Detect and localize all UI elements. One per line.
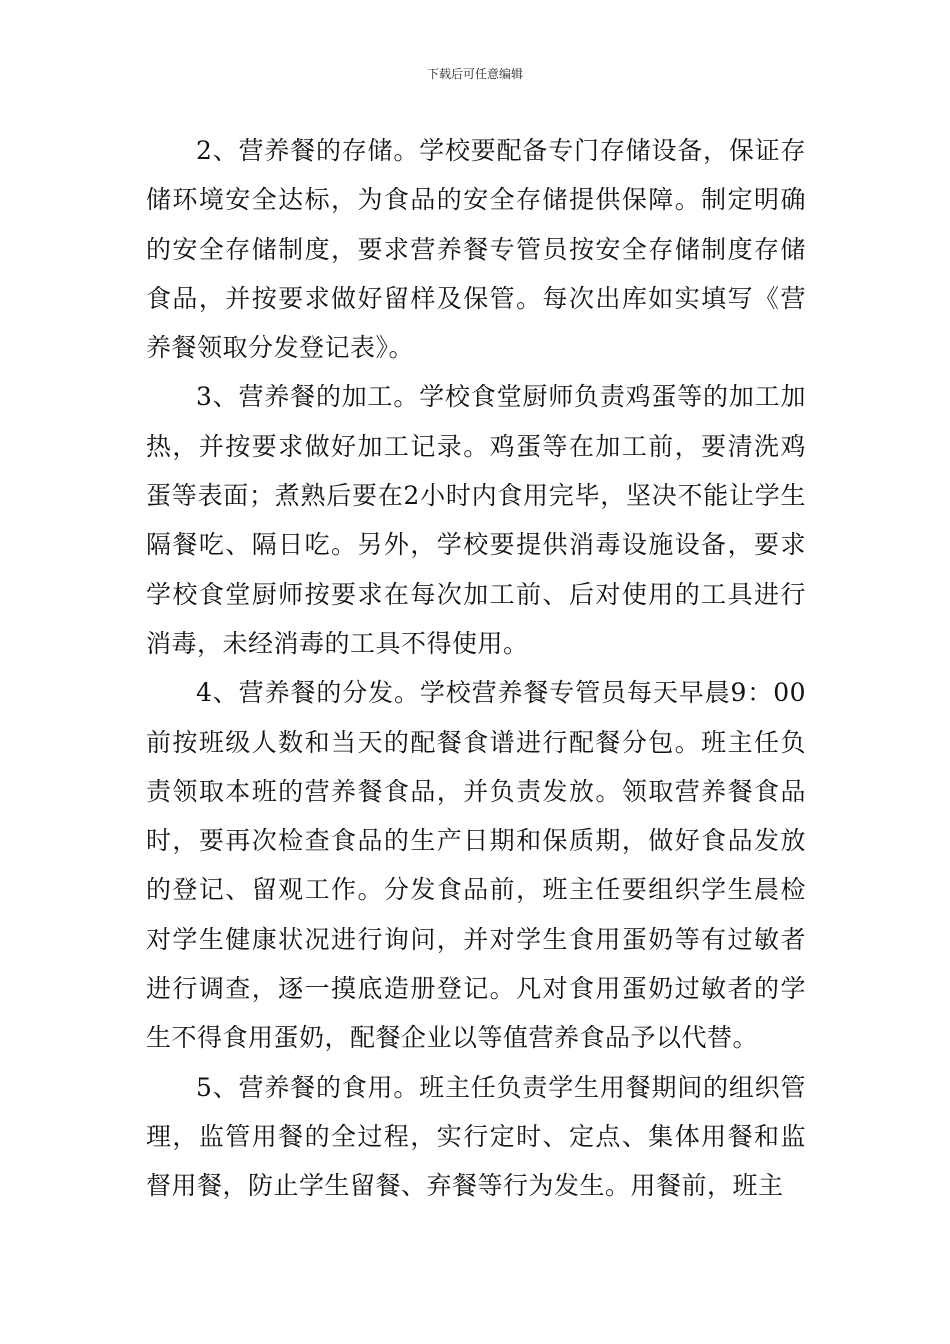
paragraph-distribution: 4、营养餐的分发。学校营养餐专管员每天早晨9：00前按班级人数和当天的配餐食谱进行配餐分包。班主任负责领取本班的营养餐食品，并负责发放。领取营养餐食品时，要再次检查食品的生产日期和保质期，做好食品发放的登记、留观工作。分发食品前，班主任要组织学生晨检对学生健康状况进行询问，并对学生食用蛋奶等有过敏者进行调查，逐一摸底造册登记。凡对食用蛋奶过敏者的学生不得食用蛋奶，配餐企业以等值营养食品予以代替。 bbox=[146, 678, 806, 1053]
document-body bbox=[146, 126, 806, 1211]
paragraph-storage: 2、营养餐的存储。学校要配备专门存储设备，保证存储环境安全达标，为食品的安全存储提供保障。制定明确的安全存储制度，要求营养餐专管员按安全存储制度存储食品，并按要求做好留样及保管。每次出库如实填写《营养餐领取分发登记表》。 bbox=[146, 136, 806, 363]
paragraph-processing: 3、营养餐的加工。学校食堂厨师负责鸡蛋等的加工加热，并按要求做好加工记录。鸡蛋等在加工前，要清洗鸡蛋等表面；煮熟后要在2小时内食用完毕，坚决不能让学生隔餐吃、隔日吃。另外，学校要提供消毒设施设备，要求学校食堂厨师按要求在每次加工前、后对使用的工具进行消毒，未经消毒的工具不得使用。 bbox=[146, 382, 806, 658]
paragraph-consumption: 5、营养餐的食用。班主任负责学生用餐期间的组织管理，监管用餐的全过程，实行定时、定点、集体用餐和监督用餐，防止学生留餐、弃餐等行为发生。用餐前，班主 bbox=[146, 1072, 806, 1201]
page-header-note: 下载后可任意编辑 bbox=[426, 67, 523, 81]
